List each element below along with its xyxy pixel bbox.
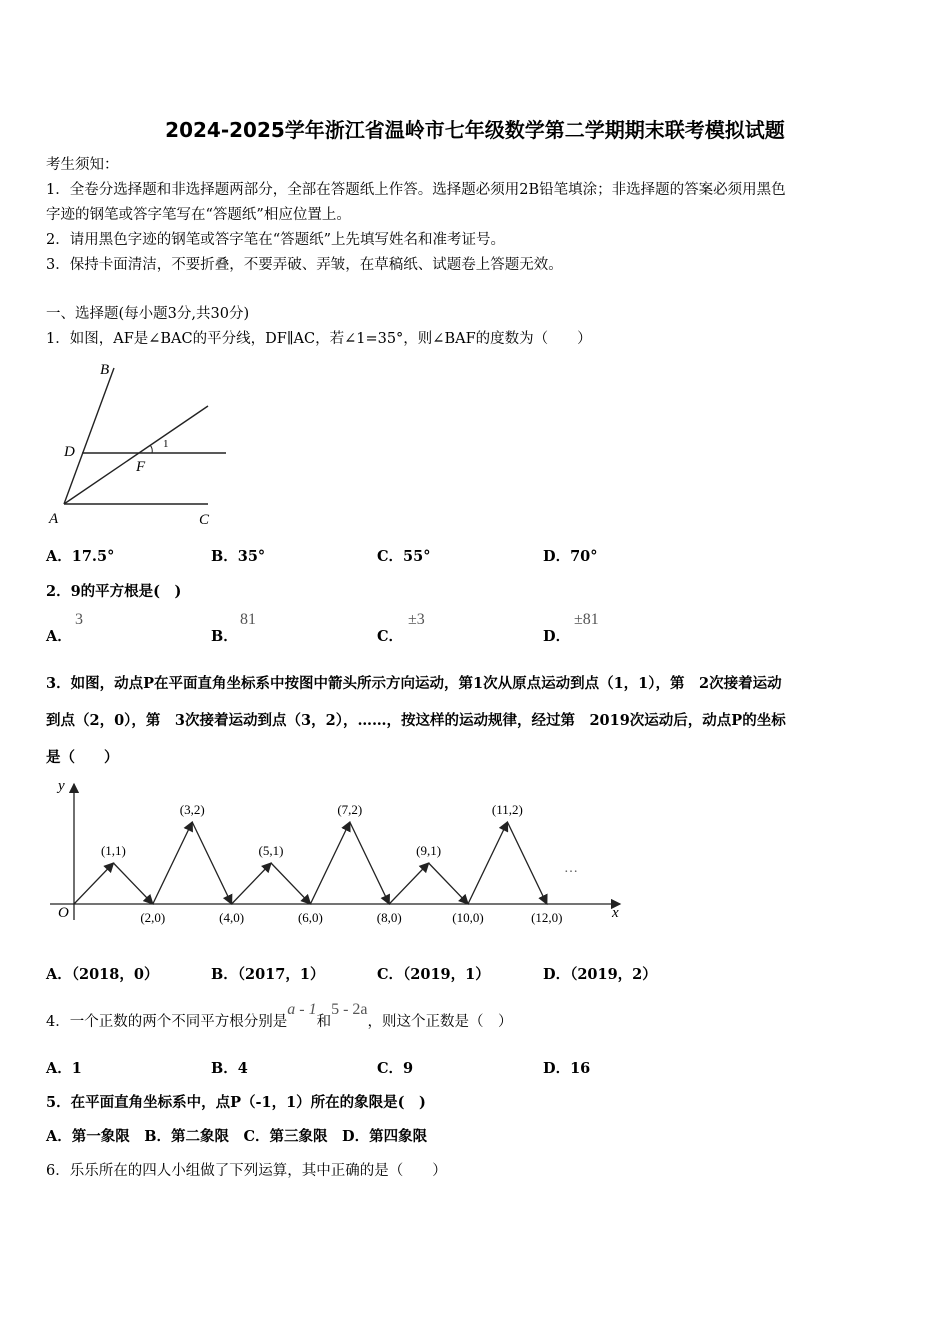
q3-option-b[interactable]: B．（2017，1） bbox=[211, 966, 325, 983]
question-6-text: 6．乐乐所在的四人小组做了下列运算，其中正确的是（ ） bbox=[46, 1163, 447, 1179]
q3-option-d[interactable]: D．（2019，2） bbox=[543, 966, 657, 983]
point-label: (6,0) bbox=[297, 910, 323, 925]
q4-option-c[interactable]: C．9 bbox=[377, 1060, 414, 1077]
question-3-line: 是（ ） bbox=[46, 749, 119, 766]
motion-segment bbox=[429, 863, 468, 904]
label-a: A bbox=[49, 511, 59, 527]
q2-option-d[interactable]: D． bbox=[543, 628, 571, 645]
notice-item: 1．全卷分选择题和非选择题两部分，全部在答题纸上作答。选择题必须用2B铅笔填涂；非选择题的答案必须用黑色 bbox=[46, 182, 786, 198]
motion-segment bbox=[232, 863, 271, 904]
q2-option-a-value: 3 bbox=[75, 611, 83, 628]
line-ab bbox=[64, 368, 114, 504]
label-angle-1: 1 bbox=[163, 438, 169, 450]
point-label: (9,1) bbox=[416, 843, 442, 858]
q1-option-d[interactable]: D．70° bbox=[543, 548, 598, 565]
question-3-line: 到点（2，0），第 3次接着运动到点（3，2），……，按这样的运动规律，经过第 2019次运动后，动点P的坐标 bbox=[46, 712, 786, 729]
point-label: (4,0) bbox=[219, 910, 245, 925]
motion-segment bbox=[310, 822, 349, 904]
q2-option-c-value: ±3 bbox=[408, 611, 425, 628]
q2-option-a[interactable]: A． bbox=[46, 628, 72, 645]
point-label: (8,0) bbox=[376, 910, 402, 925]
q4-option-d[interactable]: D．16 bbox=[543, 1060, 591, 1077]
motion-segment bbox=[507, 822, 546, 904]
notice-heading: 考生须知： bbox=[46, 157, 119, 173]
question-4-text: 4．一个正数的两个不同平方根分别是a - 1和5 - 2a，则这个正数是（ ） bbox=[46, 1001, 513, 1030]
x-axis-label: x bbox=[612, 905, 619, 921]
ellipsis-label: … bbox=[564, 861, 578, 876]
point-label: (2,0) bbox=[140, 910, 166, 925]
motion-segment bbox=[113, 863, 152, 904]
motion-segment bbox=[271, 863, 310, 904]
expr-5-minus-2a: 5 - 2a bbox=[331, 1001, 368, 1018]
q3-coordinate-figure bbox=[44, 772, 634, 932]
section-heading: 一、选择题(每小题3分,共30分) bbox=[46, 306, 250, 322]
point-label: (1,1) bbox=[100, 843, 126, 858]
q3-option-a[interactable]: A．（2018，0） bbox=[46, 966, 159, 983]
label-f: F bbox=[136, 459, 146, 475]
q3-option-c[interactable]: C．（2019，1） bbox=[377, 966, 490, 983]
q2-option-b[interactable]: B． bbox=[211, 628, 238, 645]
point-labels bbox=[101, 802, 563, 925]
q4-option-a[interactable]: A．1 bbox=[46, 1060, 82, 1077]
expr-a-minus-1: a - 1 bbox=[287, 1001, 317, 1018]
q4-option-b[interactable]: B．4 bbox=[211, 1060, 248, 1077]
q5-options[interactable]: A．第一象限 B．第二象限 C．第三象限 D．第四象限 bbox=[46, 1128, 428, 1145]
q2-option-d-value: ±81 bbox=[574, 611, 599, 628]
q1-option-c[interactable]: C．55° bbox=[377, 548, 431, 565]
notice-item: 3．保持卡面清洁，不要折叠，不要弄破、弄皱，在草稿纸、试题卷上答题无效。 bbox=[46, 257, 563, 273]
question-1-text: 1．如图，AF是∠BAC的平分线，DF∥AC，若∠1=35°，则∠BAF的度数为（ ） bbox=[46, 331, 592, 347]
motion-segment bbox=[389, 863, 428, 904]
point-label: (5,1) bbox=[258, 843, 284, 858]
question-3-line: 3．如图，动点P在平面直角坐标系中按图中箭头所示方向运动，第1次从原点运动到点（1，1），第 2次接着运动 bbox=[46, 675, 782, 692]
question-2-text: 2．9的平方根是( ) bbox=[46, 583, 182, 600]
point-label: (10,0) bbox=[452, 910, 484, 925]
label-b: B bbox=[100, 362, 110, 378]
q1-geometry-figure bbox=[44, 356, 244, 536]
origin-label: O bbox=[58, 905, 69, 921]
label-c: C bbox=[199, 512, 210, 528]
notice-item: 字迹的钢笔或答字笔写在“答题纸”相应位置上。 bbox=[46, 207, 351, 223]
page-title: 2024-2025学年浙江省温岭市七年级数学第二学期期末联考模拟试题 bbox=[165, 118, 785, 142]
q2-option-b-value: 81 bbox=[240, 611, 256, 628]
line-af bbox=[64, 406, 208, 504]
motion-segment bbox=[468, 822, 507, 904]
q2-option-c[interactable]: C． bbox=[377, 628, 404, 645]
q1-option-a[interactable]: A．17.5° bbox=[46, 548, 115, 565]
motion-segment bbox=[192, 822, 231, 904]
motion-segment bbox=[153, 822, 192, 904]
angle-arc bbox=[150, 445, 152, 453]
q1-option-b[interactable]: B．35° bbox=[211, 548, 266, 565]
motion-segment bbox=[74, 863, 113, 904]
motion-segment bbox=[350, 822, 389, 904]
point-label: (12,0) bbox=[531, 910, 563, 925]
question-5-text: 5．在平面直角坐标系中，点P（-1，1）所在的象限是( ) bbox=[46, 1094, 426, 1111]
motion-path bbox=[74, 822, 547, 904]
y-axis-label: y bbox=[58, 778, 65, 794]
point-label: (7,2) bbox=[337, 802, 363, 817]
notice-item: 2．请用黑色字迹的钢笔或答字笔在“答题纸”上先填写姓名和准考证号。 bbox=[46, 232, 506, 248]
label-d: D bbox=[64, 444, 75, 460]
point-label: (11,2) bbox=[491, 802, 523, 817]
point-label: (3,2) bbox=[179, 802, 205, 817]
